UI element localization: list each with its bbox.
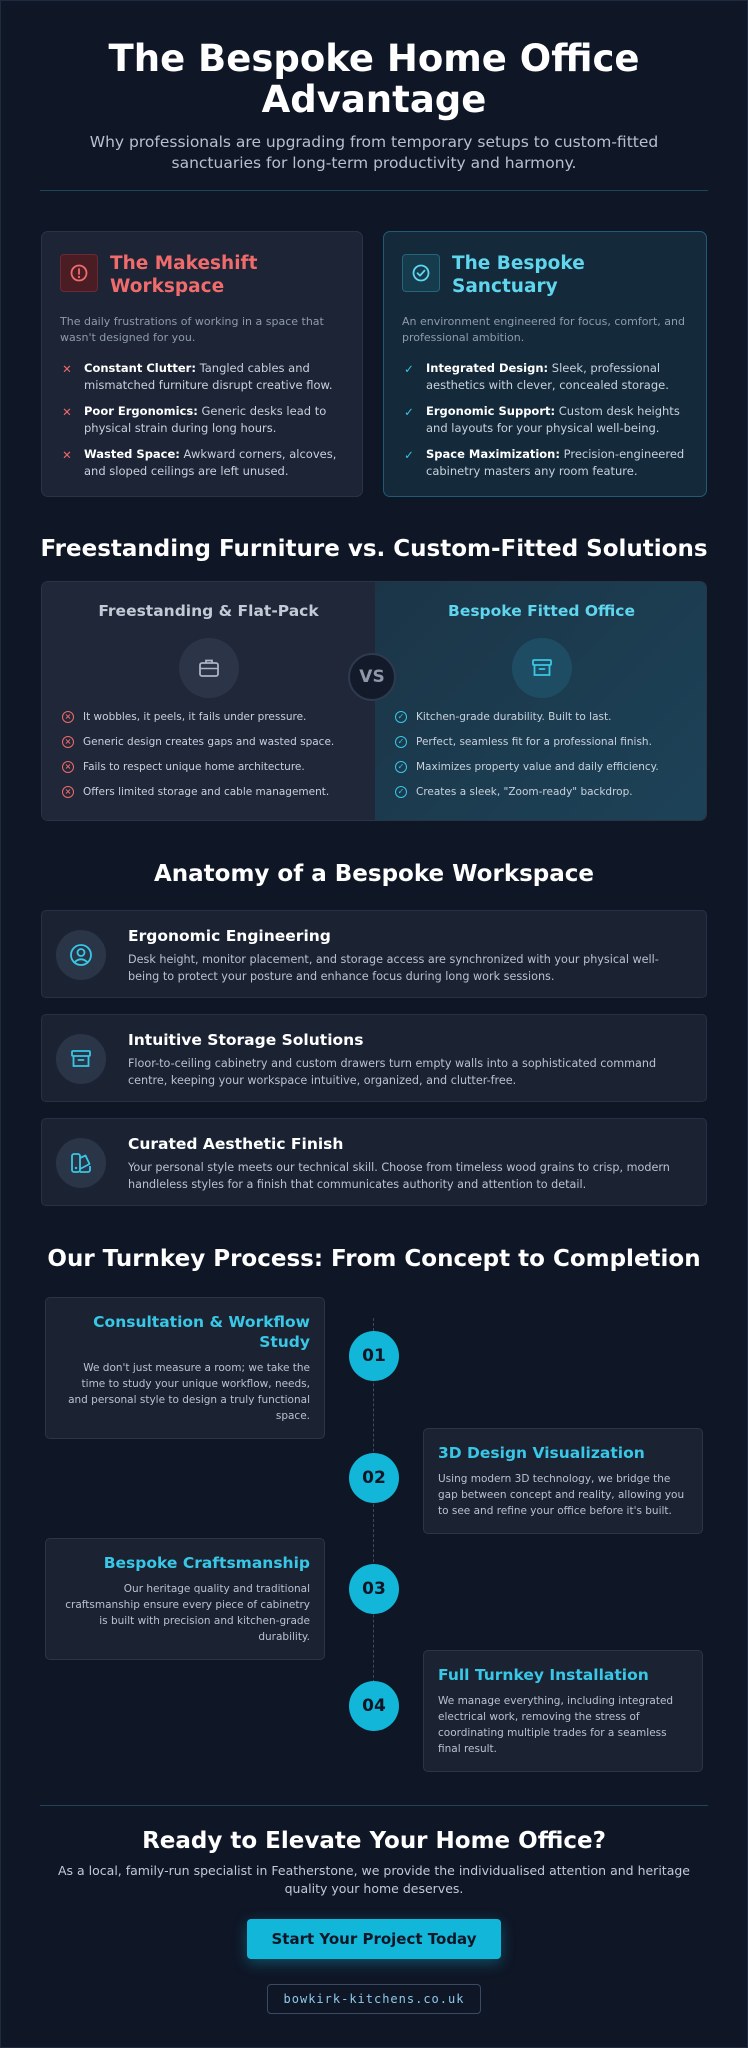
sanctuary-card: [383, 231, 707, 497]
divider: [40, 1805, 708, 1806]
anatomy-section-title: Anatomy of a Bespoke Workspace: [153, 861, 595, 887]
alert-circle-icon: [60, 254, 98, 292]
anatomy-desc: Your personal style meets our technical skill. Choose from timeless wood grains to crisp, modern handleless styles for a finish that communicates authority and attention to detail.: [128, 1161, 670, 1191]
list-item: ✓ Ergonomic Support: Custom desk heights and layouts for your physical well-being.: [402, 403, 688, 437]
user-circle-icon: [56, 930, 106, 980]
list-item: ✓ Integrated Design: Sleek, professional aesthetics with clever, concealed storage.: [402, 360, 688, 394]
anatomy-item: [41, 1118, 707, 1206]
bespoke-title: Bespoke Fitted Office: [448, 602, 635, 620]
versus-panel: [41, 581, 707, 821]
list-item: ✕ Poor Ergonomics: Generic desks lead to physical strain during long hours.: [60, 403, 344, 437]
step-desc: Using modern 3D technology, we bridge the gap between concept and reality, allowing you to see and refine your office before it's built.: [438, 1473, 685, 1517]
check-icon: ✓: [395, 736, 407, 748]
swatch-icon: [56, 1138, 106, 1188]
page-title-line1: The Bespoke Home Office: [108, 37, 640, 80]
list-item: ✓ Maximizes property value and daily efficiency.: [395, 760, 659, 774]
step-desc: We don't just measure a room; we take the time to study your unique workflow, needs, and personal style to design a truly functional space.: [68, 1362, 310, 1422]
anatomy-title: Ergonomic Engineering: [128, 927, 331, 945]
step-number: 01: [349, 1331, 399, 1381]
process-section-title: Our Turnkey Process: From Concept to Completion: [47, 1246, 701, 1272]
step-number: 02: [349, 1453, 399, 1503]
bespoke-column: [375, 582, 707, 821]
x-icon: ×: [62, 761, 74, 773]
anatomy-desc: Desk height, monitor placement, and storage access are synchronized with your physical well-being to protect your posture and enhance focus during long work sessions.: [128, 953, 659, 983]
check-icon: ✓: [395, 786, 407, 798]
divider: [40, 190, 708, 191]
list-item: ✕ Constant Clutter: Tangled cables and mismatched furniture disrupt creative flow.: [60, 360, 344, 394]
hero: [0, 38, 748, 174]
sanctuary-title: The Bespoke Sanctuary: [452, 253, 585, 297]
step-title: Consultation & Workflow Study: [93, 1313, 310, 1351]
cta-title: Ready to Elevate Your Home Office?: [142, 1828, 606, 1854]
freestanding-list: [62, 710, 334, 810]
list-item: ✓ Space Maximization: Precision-engineered cabinetry masters any room feature.: [402, 446, 688, 480]
cta-desc: As a local, family-run specialist in Featherstone, we provide the individualised attention and heritage quality your home deserves.: [58, 1863, 690, 1896]
check-icon: ✓: [404, 362, 414, 376]
list-item: × Fails to respect unique home architecture.: [62, 760, 334, 774]
step-title: Full Turnkey Installation: [438, 1666, 649, 1684]
x-icon: ✕: [62, 362, 72, 376]
freestanding-title: Freestanding & Flat-Pack: [98, 602, 319, 620]
archive-icon: [56, 1034, 106, 1084]
list-item: ✕ Wasted Space: Awkward corners, alcoves, and sloped ceilings are left unused.: [60, 446, 344, 480]
briefcase-icon: [179, 638, 239, 698]
process-step: [45, 1297, 325, 1439]
x-icon: ×: [62, 786, 74, 798]
process-step: [423, 1650, 703, 1772]
step-title: Bespoke Craftsmanship: [103, 1554, 310, 1572]
check-icon: ✓: [395, 711, 407, 723]
x-icon: ×: [62, 711, 74, 723]
anatomy-title: Curated Aesthetic Finish: [128, 1135, 344, 1153]
check-icon: ✓: [404, 405, 414, 419]
check-icon: ✓: [395, 761, 407, 773]
page-subtitle: Why professionals are upgrading from temporary setups to custom-fitted sanctuaries for long-term productivity and harmony.: [89, 133, 659, 172]
makeshift-title: The Makeshift Workspace: [110, 253, 258, 297]
page-title-line2: Advantage: [261, 78, 487, 121]
list-item: × Offers limited storage and cable management.: [62, 785, 334, 799]
website-link[interactable]: bowkirk-kitchens.co.uk: [267, 1984, 481, 2014]
process-step: [423, 1428, 703, 1534]
anatomy-item: [41, 1014, 707, 1102]
page-title: [0, 38, 748, 120]
step-title: 3D Design Visualization: [438, 1444, 645, 1462]
archive-icon: [512, 638, 572, 698]
makeshift-card: [41, 231, 363, 497]
list-item: × Generic design creates gaps and wasted space.: [62, 735, 334, 749]
list-item: ✓ Perfect, seamless fit for a professional finish.: [395, 735, 659, 749]
sanctuary-desc: An environment engineered for focus, comfort, and professional ambition.: [402, 315, 685, 344]
step-number: 04: [349, 1681, 399, 1731]
list-item: ✓ Kitchen-grade durability. Built to last.: [395, 710, 659, 724]
makeshift-desc: The daily frustrations of working in a space that wasn't designed for you.: [60, 315, 324, 344]
x-icon: ✕: [62, 405, 72, 419]
process-step: [45, 1538, 325, 1660]
start-project-button[interactable]: Start Your Project Today: [247, 1919, 501, 1959]
list-item: ✓ Creates a sleek, "Zoom-ready" backdrop.: [395, 785, 659, 799]
step-desc: We manage everything, including integrated electrical work, removing the stress of coordinating multiple trades for a seamless final result.: [438, 1695, 674, 1755]
vs-badge: VS: [348, 653, 396, 701]
anatomy-title: Intuitive Storage Solutions: [128, 1031, 364, 1049]
makeshift-list: [60, 360, 344, 480]
x-icon: ×: [62, 736, 74, 748]
bespoke-list: [395, 710, 659, 810]
check-icon: ✓: [404, 448, 414, 462]
step-number: 03: [349, 1564, 399, 1614]
versus-section-title: Freestanding Furniture vs. Custom-Fitted Solutions: [40, 536, 708, 562]
step-desc: Our heritage quality and traditional craftsmanship ensure every piece of cabinetry is built with precision and kitchen-grade durability.: [65, 1583, 310, 1643]
anatomy-desc: Floor-to-ceiling cabinetry and custom drawers turn empty walls into a sophisticated command centre, keeping your workspace intuitive, organized, and clutter-free.: [128, 1057, 657, 1087]
sanctuary-list: [402, 360, 688, 480]
check-circle-icon: [402, 254, 440, 292]
x-icon: ✕: [62, 448, 72, 462]
anatomy-item: [41, 910, 707, 998]
freestanding-column: [42, 582, 375, 821]
list-item: × It wobbles, it peels, it fails under pressure.: [62, 710, 334, 724]
